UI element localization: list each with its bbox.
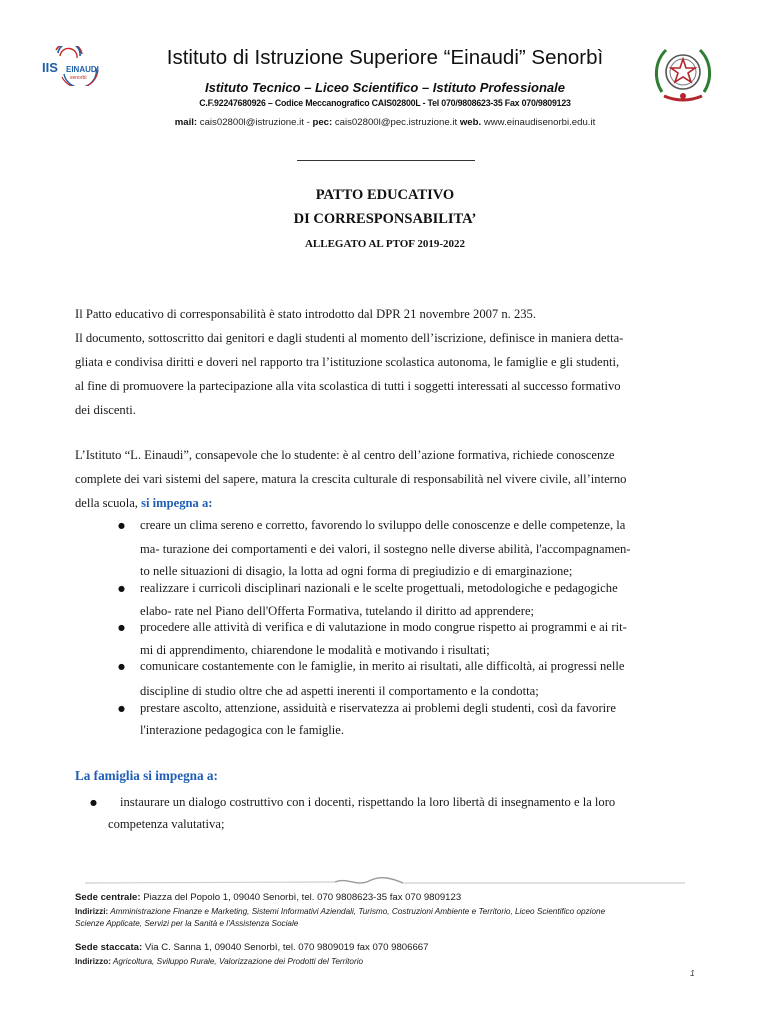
mail-address[interactable]: cais02800l@istruzione.it - <box>199 117 310 128</box>
family-bullet-line: instaurare un dialogo costruttivo con i docenti, rispettando la loro libertà di insegnamento e la loro <box>120 795 616 809</box>
family-bullet-line: competenza valutativa; <box>108 817 225 831</box>
sede-centrale-text: Piazza del Popolo 1, 09040 Senorbì, tel. 070 9808623-35 fax 070 9809123 <box>143 892 462 903</box>
sede-staccata-label: Sede staccata: <box>75 942 143 953</box>
intro-line: al fine di promuovere la partecipazione alla vita scolastica di tutti i soggetti interessati al successo formativo <box>75 379 621 393</box>
web-address[interactable]: www.einaudisenorbi.edu.it <box>483 117 596 128</box>
bullet-icon: ● <box>118 584 125 593</box>
school-bullet-line: l'interazione pedagogica con le famiglie. <box>140 723 345 737</box>
svg-text:IIS: IIS <box>42 60 58 75</box>
school-bullet-line: comunicare costantemente con le famiglie, in merito ai risultati, alle difficoltà, ai progressi nelle <box>140 659 625 673</box>
intro-line: gliata e condivisa diritti e doveri nel rapporto tra l’istituzione scolastica autonoma, le famiglie e gli studenti, <box>75 355 620 369</box>
pec-label: pec: <box>312 117 333 128</box>
footer-sede-staccata <box>75 942 715 953</box>
footer-decoration <box>85 876 685 888</box>
institute-subtitle: Istituto Tecnico – Liceo Scientifico – Istituto Professionale <box>205 80 565 95</box>
document-subtitle: ALLEGATO AL PTOF 2019-2022 <box>304 238 466 250</box>
institute-contacts <box>0 117 770 128</box>
document-title-line2: DI CORRESPONSABILITA’ <box>293 211 477 227</box>
intro-line: dei discenti. <box>75 403 136 417</box>
school-bullet-line: prestare ascolto, attenzione, assiduità e riservatezza ai problemi degli studenti, così da favorire <box>140 701 616 715</box>
bullet-icon: ● <box>118 623 125 632</box>
header-separator <box>297 160 475 161</box>
pec-address[interactable]: cais02800l@pec.istruzione.it <box>334 117 458 128</box>
school-line <box>75 496 697 511</box>
bullet-icon: ● <box>90 798 97 807</box>
school-bullet-line: discipline di studio oltre che ad aspetti inerenti il comportamento e la condotta; <box>140 684 539 698</box>
bullet-icon: ● <box>118 662 125 671</box>
sede-centrale-label: Sede centrale: <box>75 892 141 903</box>
indirizzo-label: Indirizzo: <box>75 957 111 966</box>
footer-sede-centrale <box>75 892 715 903</box>
school-commits-label: si impegna a: <box>141 496 213 510</box>
document-title: PATTO EDUCATIVO <box>315 187 455 203</box>
school-bullet-line: creare un clima sereno e corretto, favorendo lo sviluppo delle conoscenze e delle competenze, la <box>140 518 626 532</box>
indirizzi-text: Amministrazione Finanze e Marketing, Sistemi Informativi Aziendali, Turismo, Costruzioni Ambiente e Territorio, Liceo Scientifico opzione <box>110 907 606 916</box>
repubblica-italiana-emblem-icon <box>652 42 714 106</box>
institute-codes: C.F.92247680926 – Codice Meccanografico CAIS02800L - Tel 070/9808623-35 Fax 070/9809123 <box>199 98 571 108</box>
school-line: complete dei vari sistemi del sapere, matura la crescita culturale di responsabilità nel vivere civile, all’interno <box>75 472 627 486</box>
indirizzi-label: Indirizzi: <box>75 907 109 916</box>
institute-title: Istituto di Istruzione Superiore “Einaudi” Senorbì <box>166 46 604 69</box>
school-line-prefix: della scuola, <box>75 496 138 510</box>
mail-label: mail: <box>174 117 198 128</box>
page-number: 1 <box>690 968 695 978</box>
svg-text:senorbì: senorbì <box>70 75 87 81</box>
intro-line: Il Patto educativo di corresponsabilità è stato introdotto dal DPR 21 novembre 2007 n. 235. <box>75 307 536 321</box>
school-bullet-line: elabo- rate nel Piano dell'Offerta Formativa, tutelando il diritto ad apprendere; <box>140 604 535 618</box>
school-bullet-line: to nelle situazioni di disagio, la lotta ad ogni forma di pregiudizio e di emarginazione; <box>140 564 573 578</box>
school-bullet-line: mi di apprendimento, chiarendone le modalità e motivando i risultati; <box>140 643 490 657</box>
school-line: L’Istituto “L. Einaudi”, consapevole che lo studente: è al centro dell’azione formativa, richiede conoscenze <box>75 448 615 462</box>
footer-indirizzo <box>75 957 715 966</box>
intro-line: Il documento, sottoscritto dai genitori e dagli studenti al momento dell’iscrizione, definisce in maniera detta- <box>75 331 624 345</box>
footer-indirizzi-cont: Scienze Applicate, Servizi per la Sanità e l'Assistenza Sociale <box>75 919 299 928</box>
bullet-icon: ● <box>118 704 125 713</box>
school-bullet-line: procedere alle attività di verifica e di valutazione in modo congrue rispetto ai programmi e ai rit- <box>140 620 627 634</box>
family-heading: La famiglia si impegna a: <box>75 768 218 783</box>
sede-staccata-text: Via C. Sanna 1, 09040 Senorbì, tel. 070 9809019 fax 070 9806667 <box>144 942 429 953</box>
indirizzo-text: Agricoltura, Sviluppo Rurale, Valorizzazione dei Prodotti del Territorio <box>112 957 364 966</box>
bullet-icon: ● <box>118 521 125 530</box>
school-bullet-line: realizzare i curricoli disciplinari nazionali e le scelte progettuali, metodologiche e pedagogiche <box>140 581 618 595</box>
footer-indirizzi <box>75 907 715 916</box>
svg-text:EINAUDI: EINAUDI <box>66 65 99 74</box>
school-bullet-line: ma- turazione dei comportamenti e dei valori, il sostegno nelle diverse abilità, l'accompagnamen- <box>140 542 631 556</box>
web-label: web. <box>459 117 482 128</box>
